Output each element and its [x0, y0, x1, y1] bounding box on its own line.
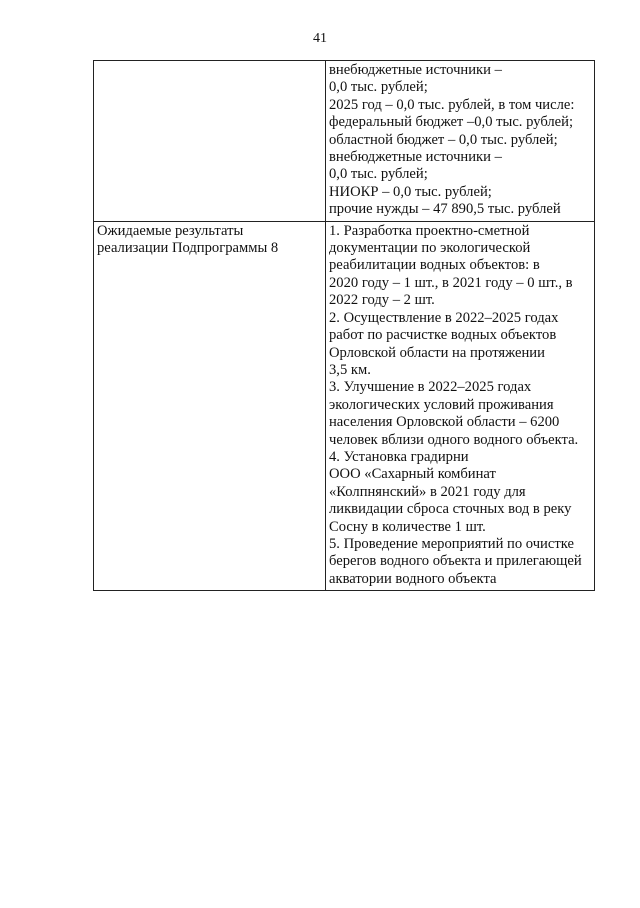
- results-line: 4. Установка градирни: [329, 448, 469, 465]
- table-row-expected-results: [94, 221, 595, 591]
- financing-line: 0,0 тыс. рублей;: [329, 166, 428, 183]
- results-line: экологических условий проживания: [329, 396, 554, 413]
- results-line: ООО «Сахарный комбинат: [329, 466, 496, 483]
- results-label-line: реализации Подпрограммы 8: [97, 240, 279, 257]
- financing-line: 2025 год – 0,0 тыс. рублей, в том числе:: [329, 96, 575, 113]
- results-line: 2020 году – 1 шт., в 2021 году – 0 шт., в: [329, 274, 573, 291]
- table-cell-results-details: [326, 221, 595, 591]
- financing-line: НИОКР – 0,0 тыс. рублей;: [329, 183, 492, 200]
- financing-line: 0,0 тыс. рублей;: [329, 79, 428, 96]
- results-line: населения Орловской области – 6200: [329, 414, 560, 431]
- results-line: 2. Осуществление в 2022–2025 годах: [329, 309, 559, 326]
- results-line: работ по расчистке водных объектов: [329, 327, 557, 344]
- results-label-line: Ожидаемые результаты: [97, 222, 244, 239]
- financing-line: внебюджетные источники –: [329, 62, 502, 78]
- results-line: ликвидации сброса сточных вод в реку: [329, 501, 572, 518]
- table-cell-financing-details: [326, 61, 595, 222]
- results-line: 1. Разработка проектно-сметной: [329, 222, 530, 239]
- results-line: 5. Проведение мероприятий по очистке: [329, 535, 574, 552]
- results-line: 3,5 км.: [329, 361, 371, 378]
- results-line: 3. Улучшение в 2022–2025 годах: [329, 379, 532, 396]
- table-row-financing: [94, 61, 595, 222]
- results-line: 2022 году – 2 шт.: [329, 292, 435, 309]
- financing-line: прочие нужды – 47 890,5 тыс. рублей: [329, 201, 561, 218]
- table-cell-results-label: [94, 221, 326, 591]
- page-number: 41: [313, 31, 327, 46]
- results-line: акватории водного объекта: [329, 570, 497, 587]
- table-cell-empty: [94, 61, 326, 222]
- results-line: человек вблизи одного водного объекта.: [329, 431, 579, 448]
- financing-line: областной бюджет – 0,0 тыс. рублей;: [329, 131, 558, 148]
- financing-line: федеральный бюджет –0,0 тыс. рублей;: [329, 114, 574, 131]
- results-line: документации по экологической: [329, 240, 531, 257]
- results-line: «Колпнянский» в 2021 году для: [329, 483, 526, 500]
- results-line: реабилитации водных объектов: в: [329, 257, 540, 274]
- results-line: Сосну в количестве 1 шт.: [329, 518, 486, 535]
- results-line: Орловской области на протяжении: [329, 344, 545, 361]
- financing-line: внебюджетные источники –: [329, 149, 502, 166]
- subprogram-table: [93, 60, 595, 591]
- results-line: берегов водного объекта и прилегающей: [329, 553, 582, 570]
